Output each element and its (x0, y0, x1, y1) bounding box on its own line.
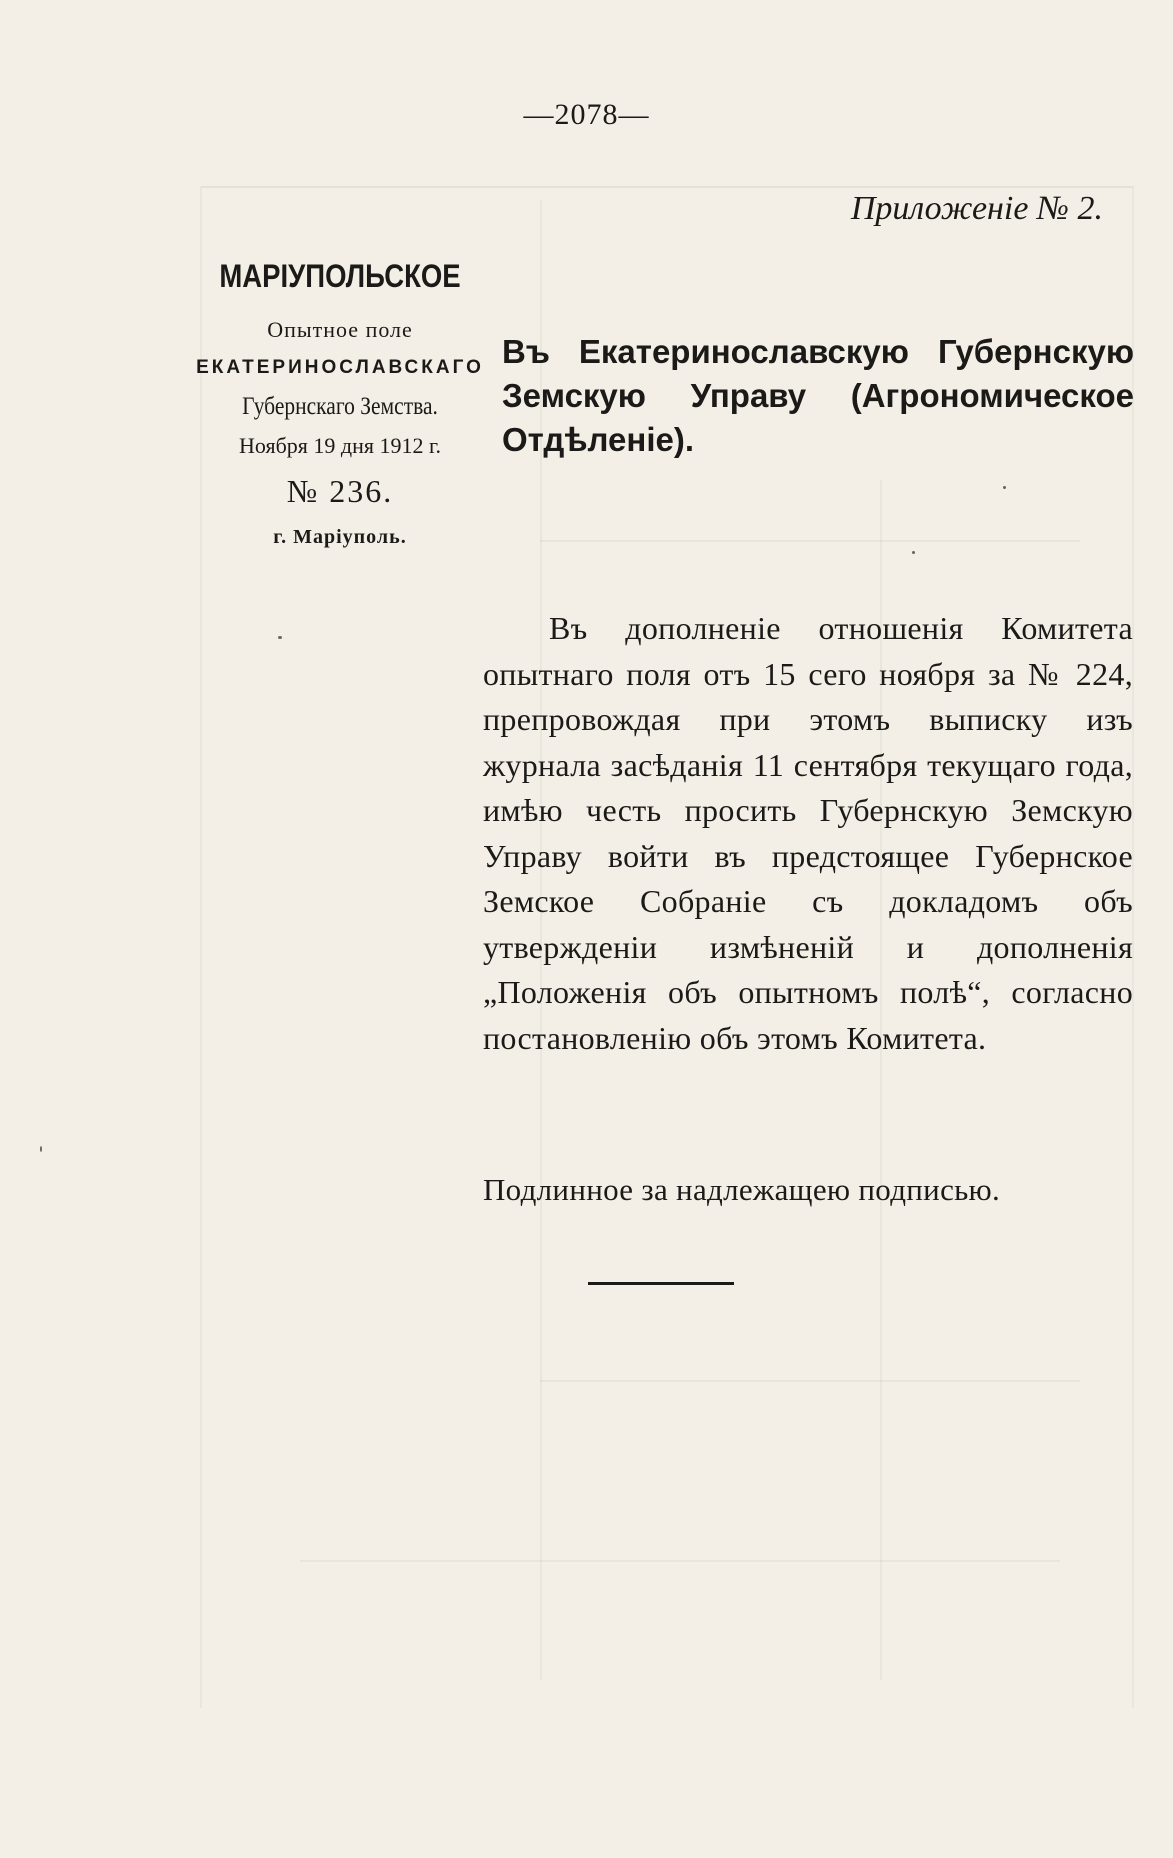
show-through-line (540, 1380, 1080, 1382)
sender-organization: МАРІУПОЛЬСКОЕ (219, 258, 461, 294)
sender-province: ЕКАТЕРИНОСЛАВСКАГО (196, 357, 484, 378)
paper-speck (912, 551, 915, 554)
sender-zemstvo: Губернскаго Земства. (242, 393, 438, 420)
paper-speck (278, 636, 282, 639)
sender-field: Опытное поле (267, 317, 413, 342)
sender-block (195, 258, 485, 549)
page-number: —2078— (523, 98, 650, 131)
paper-speck (40, 1146, 42, 1152)
letter-body (483, 606, 1133, 1061)
show-through-line (540, 540, 1080, 542)
sender-city: г. Маріуполь. (273, 526, 407, 548)
addressee: Въ Екатеринославскую Губернскую Земскую Управу (Агрономическое Отдѣленіе). (502, 333, 1134, 458)
letter-body-text: Въ дополненіе отношенія Комитета опытнаго поля отъ 15 сего ноября за № 224, препровождая при этомъ выписку изъ журнала засѣданія 11 сентября текущаго года, имѣю честь просить Губернскую Земскую Управу войти въ предстоящее Губернское Земское Собраніе съ докладомъ объ утвержденіи измѣненій и дополненія „Положенія объ опытномъ полѣ“, согласно постановленію объ этомъ Комитета. (483, 610, 1133, 1056)
sender-date: Ноября 19 дня 1912 г. (238, 433, 442, 458)
appendix-label: Приложеніе № 2. (850, 190, 1103, 227)
paper-speck (1003, 486, 1006, 489)
show-through-line (300, 1560, 1060, 1562)
closing-rule (588, 1282, 734, 1285)
sender-number: № 236. (286, 473, 394, 509)
signature-line: Подлинное за надлежащею подписью. (483, 1172, 1001, 1207)
